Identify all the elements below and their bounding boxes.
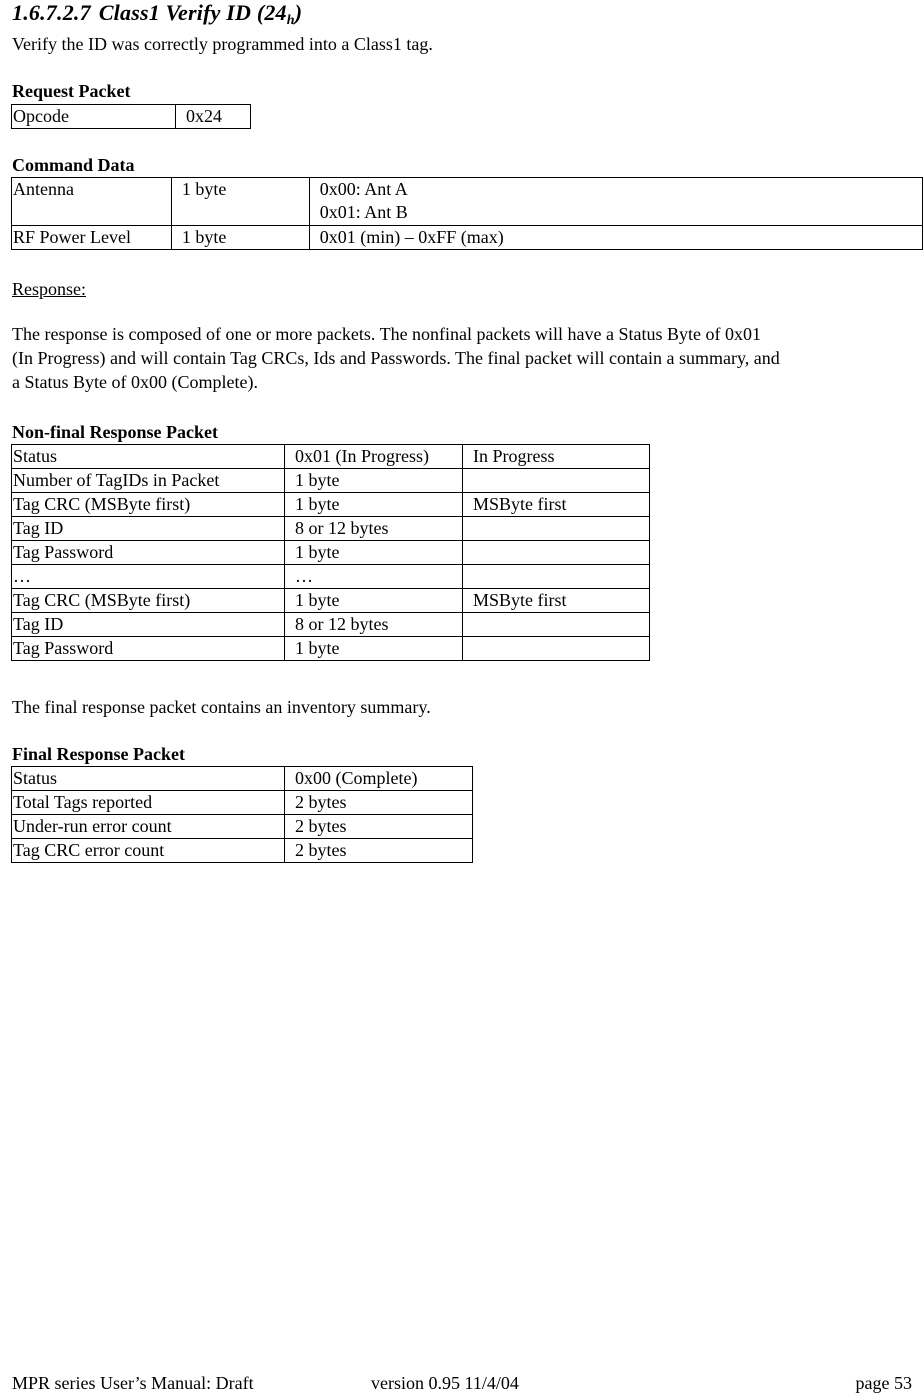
- table-row: [12, 839, 473, 863]
- footer-left: MPR series User’s Manual: Draft: [12, 1373, 254, 1393]
- table-cell: 1 byte: [285, 493, 463, 517]
- final-packet-table: [11, 766, 473, 863]
- response-line: a Status Byte of 0x00 (Complete).: [12, 372, 258, 392]
- section-heading: [12, 0, 302, 30]
- table-cell: 0x00: Ant A 0x01: Ant B: [309, 178, 922, 226]
- table-row: [12, 565, 650, 589]
- table-cell: 0x01 (In Progress): [285, 445, 463, 469]
- table-row: [12, 815, 473, 839]
- table-cell: Tag Password: [12, 541, 285, 565]
- response-paragraph: [12, 322, 912, 394]
- footer-page-number: page 53: [855, 1373, 912, 1393]
- table-cell: 1 byte: [285, 469, 463, 493]
- table-cell: Tag CRC (MSByte first): [12, 493, 285, 517]
- table-cell: Opcode: [12, 105, 176, 129]
- table-cell: [463, 469, 650, 493]
- command-data-table: [11, 177, 923, 250]
- section-title-close: ): [294, 0, 303, 25]
- table-cell: 1 byte: [285, 541, 463, 565]
- table-cell: Status: [12, 445, 285, 469]
- table-row: [12, 613, 650, 637]
- response-line: The response is composed of one or more packets. The nonfinal packets will have a Status Byte of 0x01: [12, 324, 761, 344]
- intro-text: Verify the ID was correctly programmed into a Class1 tag.: [12, 34, 433, 54]
- table-cell: RF Power Level: [12, 226, 172, 250]
- table-cell: [463, 637, 650, 661]
- table-cell: 2 bytes: [285, 839, 473, 863]
- table-cell: Antenna: [12, 178, 172, 226]
- table-cell: Tag Password: [12, 637, 285, 661]
- table-cell: 2 bytes: [285, 815, 473, 839]
- table-cell: [463, 565, 650, 589]
- final-packet-title: Final Response Packet: [12, 744, 185, 764]
- table-row: [12, 445, 650, 469]
- section-title-subscript: h: [286, 13, 295, 28]
- table-cell: MSByte first: [463, 493, 650, 517]
- final-summary-text: The final response packet contains an inventory summary.: [12, 697, 431, 717]
- table-row: [12, 589, 650, 613]
- table-cell: 8 or 12 bytes: [285, 613, 463, 637]
- nonfinal-packet-title: Non-final Response Packet: [12, 422, 218, 442]
- table-cell: 0x24: [176, 105, 251, 129]
- table-row: [12, 226, 923, 250]
- footer-center: version 0.95 11/4/04: [371, 1373, 519, 1393]
- table-cell: 1 byte: [171, 178, 309, 226]
- table-cell: Number of TagIDs in Packet: [12, 469, 285, 493]
- command-data-title: Command Data: [12, 155, 135, 175]
- table-cell: …: [285, 565, 463, 589]
- table-cell: 1 byte: [285, 589, 463, 613]
- nonfinal-packet-table: [11, 444, 650, 661]
- table-row: [12, 637, 650, 661]
- section-number: 1.6.7.2.7: [12, 0, 91, 25]
- table-row: [12, 767, 473, 791]
- table-row: [12, 791, 473, 815]
- request-packet-title: Request Packet: [12, 81, 131, 101]
- table-cell: Tag CRC (MSByte first): [12, 589, 285, 613]
- table-cell: In Progress: [463, 445, 650, 469]
- table-cell: Tag ID: [12, 517, 285, 541]
- table-row: [12, 469, 650, 493]
- table-cell: 2 bytes: [285, 791, 473, 815]
- table-cell: Under-run error count: [12, 815, 285, 839]
- table-cell: Tag CRC error count: [12, 839, 285, 863]
- table-cell: [463, 613, 650, 637]
- table-row: [12, 517, 650, 541]
- table-row: [12, 541, 650, 565]
- table-cell: MSByte first: [463, 589, 650, 613]
- table-cell: [463, 541, 650, 565]
- response-line: (In Progress) and will contain Tag CRCs, Ids and Passwords. The final packet will contain a summary, and: [12, 348, 780, 368]
- table-cell: Status: [12, 767, 285, 791]
- table-cell: Total Tags reported: [12, 791, 285, 815]
- table-cell: 1 byte: [171, 226, 309, 250]
- section-title: Class1 Verify ID (24: [98, 0, 287, 25]
- table-cell: 0x00 (Complete): [285, 767, 473, 791]
- table-cell: …: [12, 565, 285, 589]
- table-cell: 0x01 (min) – 0xFF (max): [309, 226, 922, 250]
- table-cell: 1 byte: [285, 637, 463, 661]
- table-cell: [463, 517, 650, 541]
- request-packet-table: [11, 104, 251, 129]
- table-cell: 8 or 12 bytes: [285, 517, 463, 541]
- response-label: Response:: [12, 279, 86, 299]
- table-cell: Tag ID: [12, 613, 285, 637]
- table-row: [12, 178, 923, 226]
- table-row: [12, 493, 650, 517]
- table-row: [12, 105, 251, 129]
